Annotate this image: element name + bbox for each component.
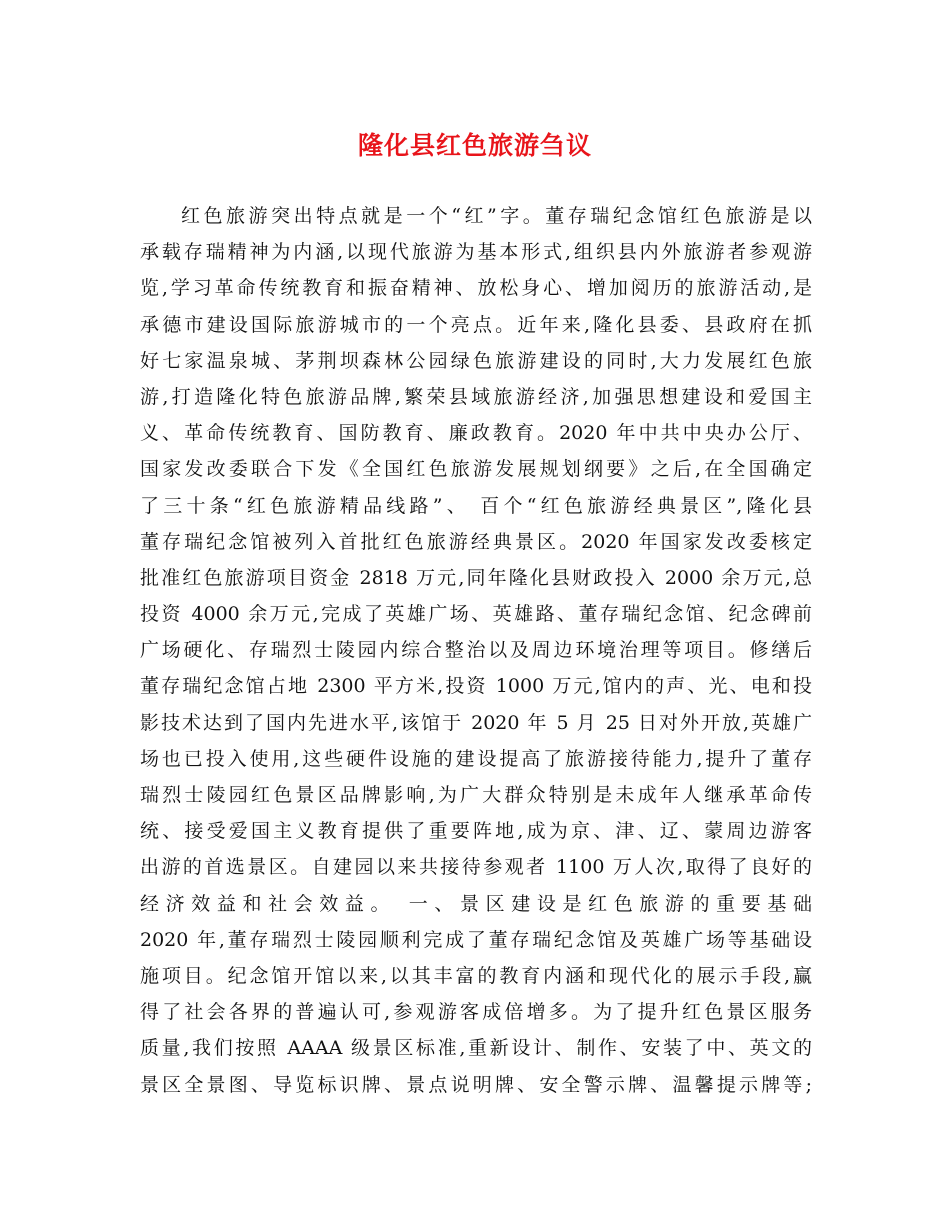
body-line: 景区全景图、导览标识牌、景点说明牌、安全警示牌、温馨提示牌等; — [140, 1073, 812, 1096]
body-line: 红色旅游突出特点就是一个“红”字。董存瑞纪念馆红色旅游是以 — [181, 205, 812, 227]
body-line: 批准红色旅游项目资金 2818 万元,同年隆化县财政投入 2000 余万元,总 — [140, 566, 812, 589]
body-line: 好七家温泉城、茅荆坝森林公园绿色旅游建设的同时,大力发展红色旅 — [140, 349, 812, 372]
body-line: 义、革命传统教育、国防教育、廉政教育。2020 年中共中央办公厅、 — [140, 422, 812, 445]
body-line: 场也已投入使用,这些硬件设施的建设提高了旅游接待能力,提升了董存 — [140, 747, 812, 770]
body-line: 览,学习革命传统教育和振奋精神、放松身心、增加阅历的旅游活动,是 — [140, 277, 812, 300]
body-line: 瑞烈士陵园红色景区品牌影响,为广大群众特别是未成年人继承革命传 — [140, 784, 812, 806]
body-line: 统、接受爱国主义教育提供了重要阵地,成为京、津、辽、蒙周边游客 — [140, 820, 812, 843]
body-line: 2020 年,董存瑞烈士陵园顺利完成了董存瑞纪念馆及英雄广场等基础设 — [140, 928, 812, 951]
body-line: 承德市建设国际旅游城市的一个亮点。近年来,隆化县委、县政府在抓 — [140, 313, 812, 336]
body-line: 得了社会各界的普遍认可,参观游客成倍增多。为了提升红色景区服务 — [140, 1001, 812, 1024]
body-line: 广场硬化、存瑞烈士陵园内综合整治以及周边环境治理等项目。修缮后 — [140, 639, 812, 662]
body-line: 国家发改委联合下发《全国红色旅游发展规划纲要》之后,在全国确定 — [140, 458, 812, 481]
body-line: 施项目。纪念馆开馆以来,以其丰富的教育内涵和现代化的展示手段,赢 — [140, 964, 812, 987]
body-line: 承载存瑞精神为内涵,以现代旅游为基本形式,组织县内外旅游者参观游 — [140, 241, 812, 264]
document-title: 隆化县红色旅游刍议 — [357, 131, 592, 160]
body-line: 董存瑞纪念馆被列入首批红色旅游经典景区。2020 年国家发改委核定 — [140, 530, 812, 553]
body-line: 影技术达到了国内先进水平,该馆于 2020 年 5 月 25 日对外开放,英雄广 — [140, 711, 812, 734]
body-line: 游,打造隆化特色旅游品牌,繁荣县域旅游经济,加强思想建设和爱国主 — [140, 385, 812, 408]
body-line: 董存瑞纪念馆占地 2300 平方米,投资 1000 万元,馆内的声、光、电和投 — [140, 675, 812, 698]
body-line: 投资 4000 余万元,完成了英雄广场、英雄路、董存瑞纪念馆、纪念碑前 — [140, 603, 812, 626]
body-line: 质量,我们按照 AAAA 级景区标准,重新设计、制作、安装了中、英文的 — [140, 1037, 812, 1060]
body-line: 出游的首选景区。自建园以来共接待参观者 1100 万人次,取得了良好的 — [140, 856, 812, 879]
document-body — [140, 198, 812, 1103]
body-line: 了三十条“红色旅游精品线路”、 百个“红色旅游经典景区”,隆化县 — [140, 494, 812, 517]
body-line: 经济效益和社会效益。 一、景区建设是红色旅游的重要基础 — [140, 892, 812, 915]
